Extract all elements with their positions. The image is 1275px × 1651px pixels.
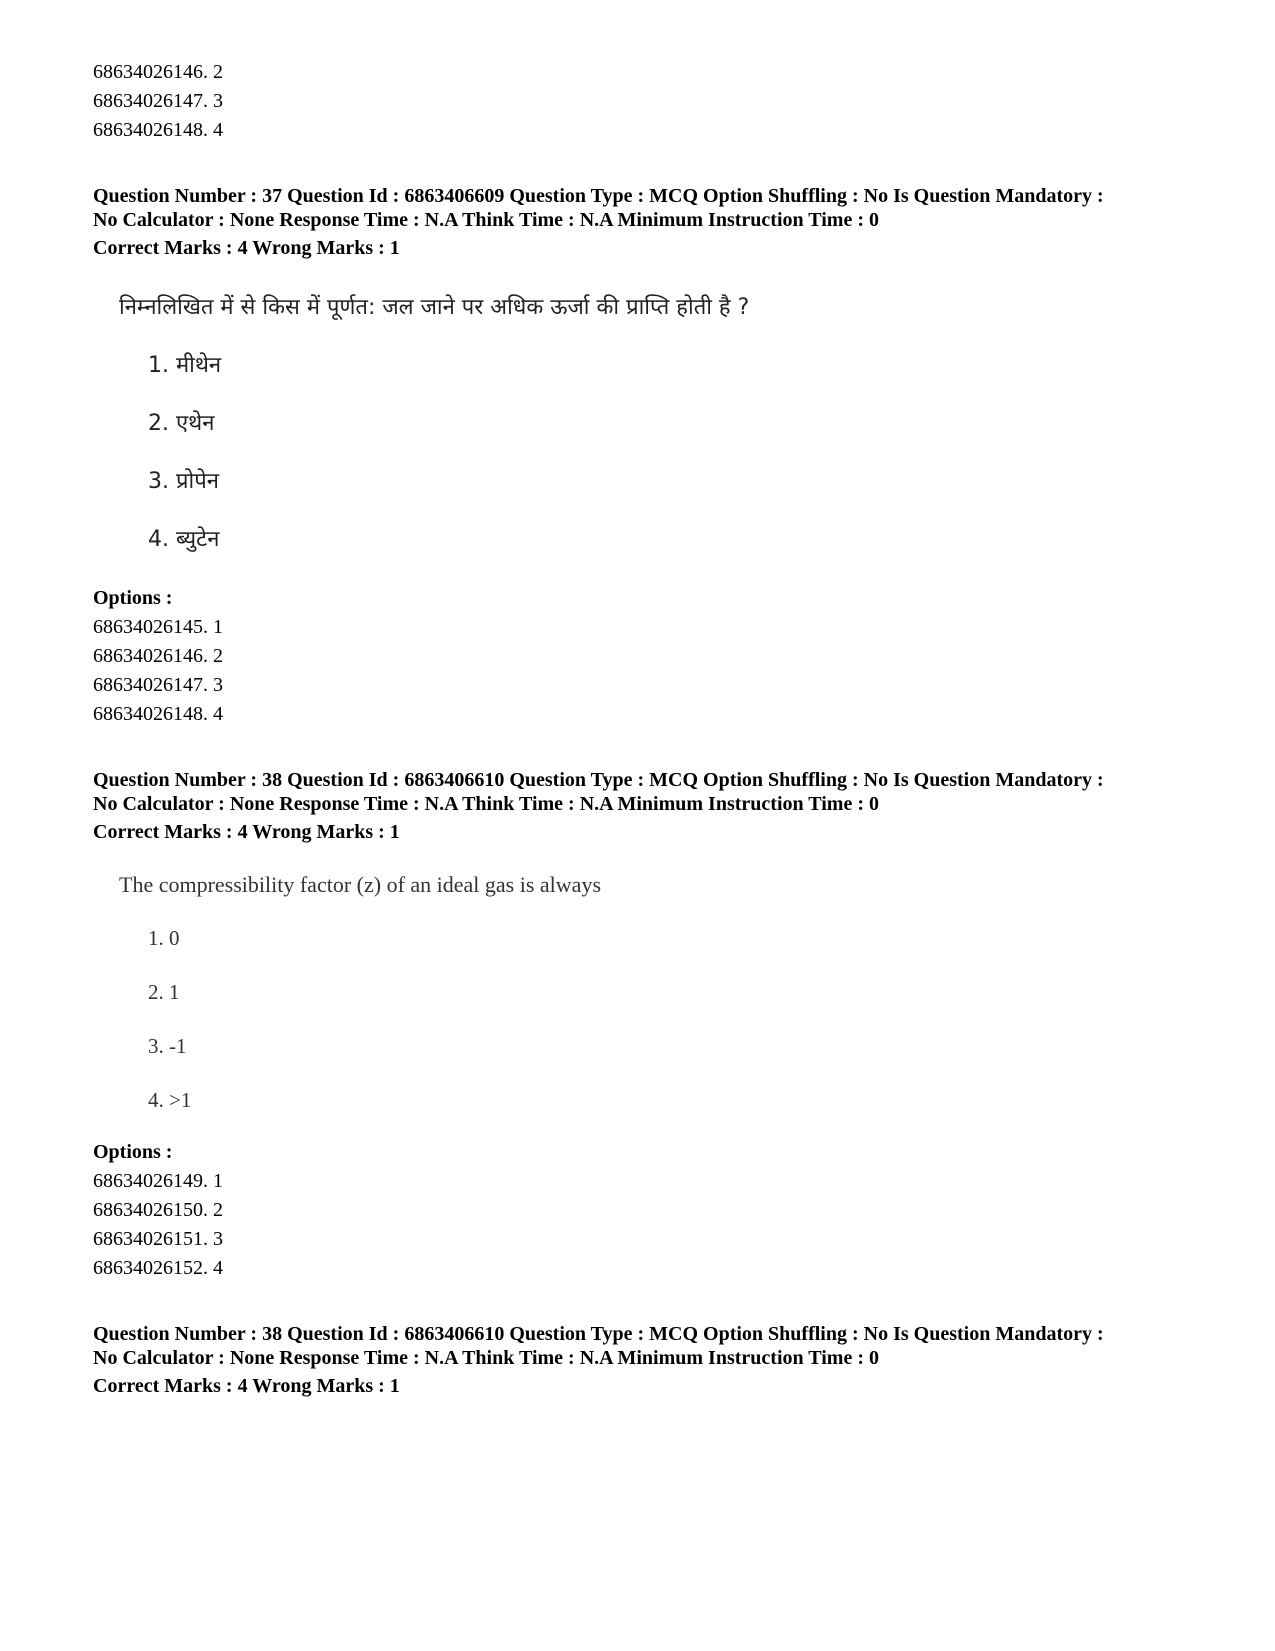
choice-item: 1. मीथेन (148, 353, 222, 378)
question-meta-line1: Question Number : 38 Question Id : 6863406610 Question Type : MCQ Option Shuffling : No Is Question Mandatory : (93, 769, 1104, 791)
question-text: The compressibility factor (z) of an ideal gas is always (119, 872, 602, 897)
option-line: 68634026146. 2 (93, 61, 223, 83)
options-label: Options : (93, 587, 173, 609)
choice-item: 2. एथेन (148, 411, 215, 436)
choice-item: 3. -1 (148, 1034, 187, 1058)
options-label: Options : (93, 1141, 173, 1163)
choice-item: 1. 0 (148, 926, 180, 950)
question-marks: Correct Marks : 4 Wrong Marks : 1 (93, 821, 400, 843)
question-meta-line1: Question Number : 37 Question Id : 6863406609 Question Type : MCQ Option Shuffling : No Is Question Mandatory : (93, 185, 1104, 207)
choice-item: 4. >1 (148, 1088, 192, 1112)
option-line: 68634026145. 1 (93, 616, 223, 638)
question-marks: Correct Marks : 4 Wrong Marks : 1 (93, 237, 400, 259)
option-line: 68634026149. 1 (93, 1170, 223, 1192)
question-text: निम्नलिखित में से किस में पूर्णत: जल जाने पर अधिक ऊर्जा की प्राप्ति होती है ? (119, 295, 750, 320)
question-meta-line1: Question Number : 38 Question Id : 6863406610 Question Type : MCQ Option Shuffling : No Is Question Mandatory : (93, 1323, 1104, 1345)
question-meta-line2: No Calculator : None Response Time : N.A Think Time : N.A Minimum Instruction Time : 0 (93, 209, 879, 231)
option-line: 68634026150. 2 (93, 1199, 223, 1221)
question-meta-line2: No Calculator : None Response Time : N.A Think Time : N.A Minimum Instruction Time : 0 (93, 793, 879, 815)
option-line: 68634026148. 4 (93, 119, 223, 141)
choice-item: 2. 1 (148, 980, 180, 1004)
option-line: 68634026147. 3 (93, 90, 223, 112)
question-meta-line2: No Calculator : None Response Time : N.A Think Time : N.A Minimum Instruction Time : 0 (93, 1347, 879, 1369)
option-line: 68634026146. 2 (93, 645, 223, 667)
option-line: 68634026151. 3 (93, 1228, 223, 1250)
choice-item: 3. प्रोपेन (148, 469, 219, 494)
question-marks: Correct Marks : 4 Wrong Marks : 1 (93, 1375, 400, 1397)
option-line: 68634026148. 4 (93, 703, 223, 725)
choice-item: 4. ब्युटेन (148, 527, 220, 552)
option-line: 68634026147. 3 (93, 674, 223, 696)
option-line: 68634026152. 4 (93, 1257, 223, 1279)
